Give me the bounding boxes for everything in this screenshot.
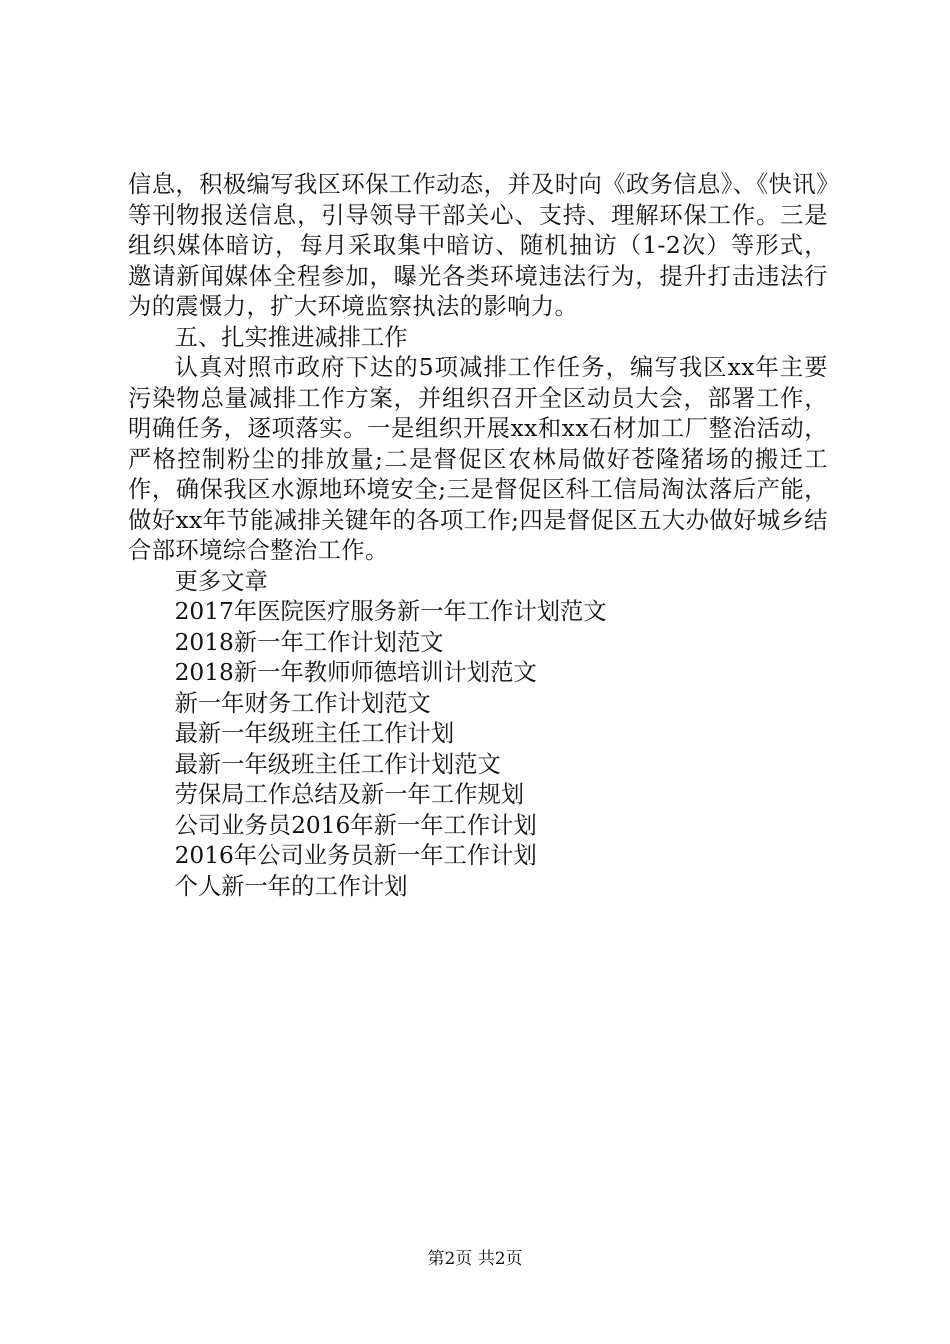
article-link[interactable]: 个人新一年的工作计划: [174, 872, 408, 900]
article-link[interactable]: 2018新一年工作计划范文: [174, 628, 444, 656]
page-indicator: 第2页 共2页: [427, 1249, 523, 1269]
more-articles-list: [128, 597, 828, 902]
article-link[interactable]: 最新一年级班主任工作计划范文: [174, 750, 501, 778]
article-link[interactable]: 最新一年级班主任工作计划: [174, 720, 455, 747]
continued-paragraph: 信息，积极编写我区环保工作动态，并及时向《政务信息》、《快讯》等刊物报送信息，引导领导干部关心、支持、理解环保工作。三是组织媒体暗访，每月采取集中暗访、随机抽访（1-2次）等形式，邀请新闻媒体全程参加，曝光各类环境违法行为，提升打击违法行为的震慑力，扩大环境监察执法的影响力。: [128, 171, 828, 320]
article-link[interactable]: 公司业务员2016年新一年工作计划: [174, 811, 537, 839]
article-link[interactable]: 2016年公司业务员新一年工作计划: [174, 842, 537, 869]
article-link[interactable]: 2017年医院医疗服务新一年工作计划范文: [174, 598, 607, 625]
section-heading: 五、扎实推进减排工作: [174, 323, 408, 351]
section-paragraph: 认真对照市政府下达的5项减排工作任务，编写我区xx年主要污染物总量减排工作方案，并组织召开全区动员大会，部署工作，明确任务，逐项落实。一是组织开展xx和xx石材加工厂整治活动，严格控制粉尘的排放量;二是督促区农林局做好苍隆猪场的搬迁工作，确保我区水源地环境安全;三是督促区科工信局淘汰落后产能，做好xx年节能减排关键年的各项工作;四是督促区五大办做好城乡结合部环境综合整治工作。: [128, 354, 828, 564]
article-link[interactable]: 2018新一年教师师德培训计划范文: [174, 659, 537, 686]
more-articles-title: 更多文章: [174, 567, 268, 595]
document-body: [128, 170, 828, 902]
page-footer: [0, 1244, 950, 1269]
article-link[interactable]: 新一年财务工作计划范文: [174, 689, 431, 717]
article-link[interactable]: 劳保局工作总结及新一年工作规划: [174, 781, 525, 808]
